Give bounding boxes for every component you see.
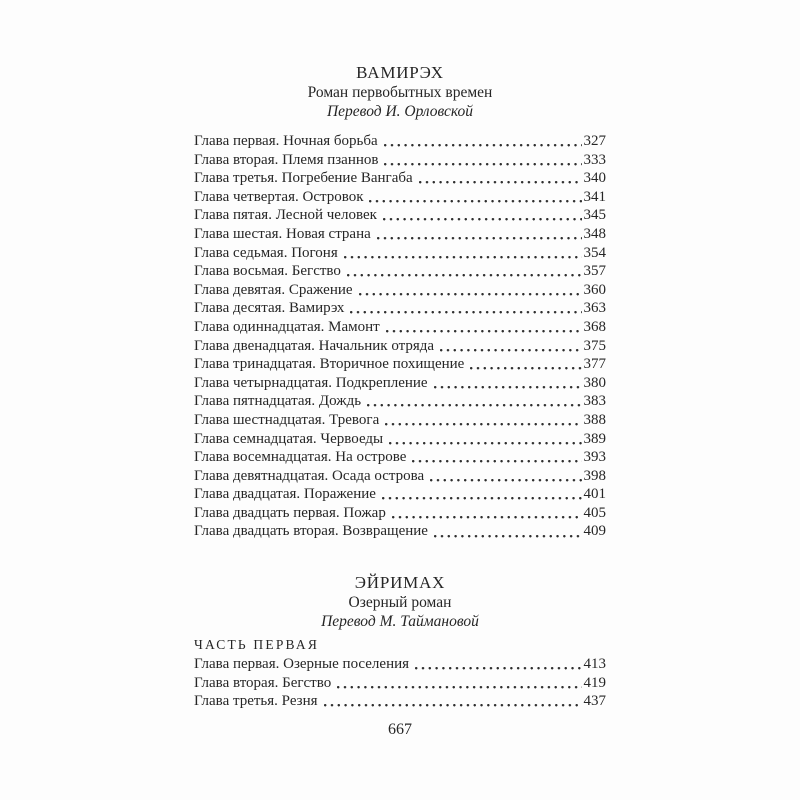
toc-row xyxy=(194,448,606,467)
toc-entry-label: Глава двадцать вторая. Возвращение xyxy=(194,523,428,540)
toc-entry-page: 405 xyxy=(583,504,606,521)
toc-entry-label: Глава тринадцатая. Вторичное похищение xyxy=(194,356,465,373)
toc-row xyxy=(194,188,606,207)
toc-row xyxy=(194,132,606,151)
toc-entry-page: 340 xyxy=(583,170,606,187)
toc-entry-label: Глава шестая. Новая страна xyxy=(194,225,371,242)
toc-entry-label: Глава двенадцатая. Начальник отряда xyxy=(194,337,435,354)
toc-section xyxy=(194,63,606,541)
toc-entry-page: 327 xyxy=(583,133,606,149)
dot-leader xyxy=(377,225,582,244)
toc-entry-label: Глава пятая. Лесной человек xyxy=(194,207,377,224)
toc-entry-page: 389 xyxy=(583,430,606,447)
dot-leader xyxy=(415,655,581,674)
toc-entry-page: 341 xyxy=(583,188,606,205)
dot-leader xyxy=(383,206,582,225)
dot-leader xyxy=(384,151,581,170)
toc-entry-label: Глава двадцатая. Поражение xyxy=(194,486,376,503)
toc-row xyxy=(194,392,606,411)
toc-entry-label: Глава шестнадцатая. Тревога xyxy=(194,411,380,428)
toc-entry-page: 383 xyxy=(583,393,606,410)
toc-entry-label: Глава восьмая. Бегство xyxy=(194,263,341,280)
toc-entry-label: Глава третья. Резня xyxy=(194,693,318,710)
toc-row xyxy=(194,151,606,170)
toc-entry-label: Глава десятая. Вамирэх xyxy=(194,300,345,317)
dot-leader xyxy=(369,188,581,207)
toc-row xyxy=(194,430,606,449)
toc-row xyxy=(194,337,606,356)
toc-row xyxy=(194,692,606,711)
dot-leader xyxy=(419,169,582,188)
section-translator: Перевод М. Таймановой xyxy=(321,613,479,631)
toc-row xyxy=(194,244,606,263)
toc-row xyxy=(194,467,606,486)
toc-entry-page: 380 xyxy=(583,374,606,391)
dot-leader xyxy=(385,411,581,430)
dot-leader xyxy=(344,244,582,263)
toc-entry-label: Глава вторая. Бегство xyxy=(194,674,332,691)
toc-entry-label: Глава девятая. Сражение xyxy=(194,281,353,298)
toc-entry-page: 375 xyxy=(583,337,606,354)
dot-leader xyxy=(384,132,582,151)
toc-entry-label: Глава двадцать первая. Пожар xyxy=(194,504,386,521)
toc-row xyxy=(194,674,606,693)
toc-sections xyxy=(194,63,606,711)
toc-entry-page: 419 xyxy=(583,674,606,691)
dot-leader xyxy=(359,281,582,300)
toc-row xyxy=(194,504,606,523)
toc-entry-page: 363 xyxy=(583,300,606,317)
toc-entry-page: 437 xyxy=(583,693,606,710)
toc-row xyxy=(194,206,606,225)
dot-leader xyxy=(367,392,581,411)
toc-row xyxy=(194,355,606,374)
toc-entry-page: 413 xyxy=(583,656,606,673)
dot-leader xyxy=(412,448,581,467)
page-folio: 667 xyxy=(388,720,412,738)
section-subtitle: Роман первобытных времен xyxy=(307,84,493,101)
dot-leader xyxy=(389,430,581,449)
toc-entry-label: Глава девятнадцатая. Осада острова xyxy=(194,467,425,484)
toc-entry-page: 357 xyxy=(583,263,606,280)
toc-row xyxy=(194,299,606,318)
section-title: ВАМИРЭХ xyxy=(356,63,444,82)
toc-row xyxy=(194,374,606,393)
toc-content xyxy=(194,0,606,739)
toc-entry-page: 377 xyxy=(583,356,606,373)
toc-entry-label: Глава семнадцатая. Червоеды xyxy=(194,430,384,447)
dot-leader xyxy=(470,355,581,374)
toc-entry-label: Глава первая. Озерные поселения xyxy=(194,656,410,673)
toc-entry-page: 409 xyxy=(583,523,606,540)
toc-row xyxy=(194,522,606,541)
toc-list xyxy=(194,655,606,711)
toc-row xyxy=(194,225,606,244)
section-translator: Перевод И. Орловской xyxy=(326,103,474,120)
toc-row xyxy=(194,318,606,337)
toc-row xyxy=(194,411,606,430)
toc-entry-label: Глава четвертая. Островок xyxy=(194,188,364,205)
dot-leader xyxy=(350,299,581,318)
dot-leader xyxy=(434,374,582,393)
toc-entry-page: 393 xyxy=(583,449,606,466)
dot-leader xyxy=(440,337,581,356)
toc-row xyxy=(194,281,606,300)
toc-entry-label: Глава восемнадцатая. На острове xyxy=(194,449,407,466)
toc-entry-page: 368 xyxy=(583,318,606,335)
toc-entry-page: 388 xyxy=(583,411,606,428)
toc-entry-page: 345 xyxy=(583,207,606,224)
toc-entry-label: Глава третья. Погребение Вангаба xyxy=(194,170,413,187)
toc-entry-page: 348 xyxy=(583,225,606,242)
toc-entry-page: 398 xyxy=(583,467,606,484)
toc-entry-label: Глава пятнадцатая. Дождь xyxy=(194,393,362,410)
toc-entry-label: Глава первая. Ночная борьба xyxy=(194,133,378,149)
dot-leader xyxy=(324,692,582,711)
dot-leader xyxy=(430,467,581,486)
toc-list xyxy=(194,132,606,541)
section-subtitle: Озерный роман xyxy=(348,594,452,612)
toc-entry-page: 333 xyxy=(583,151,606,168)
toc-entry-label: Глава седьмая. Погоня xyxy=(194,244,338,261)
toc-entry-page: 354 xyxy=(583,244,606,261)
toc-row xyxy=(194,485,606,504)
dot-leader xyxy=(337,674,581,693)
toc-entry-page: 401 xyxy=(583,486,606,503)
toc-entry-label: Глава одиннадцатая. Мамонт xyxy=(194,318,380,335)
toc-row xyxy=(194,655,606,674)
dot-leader xyxy=(434,522,582,541)
dot-leader xyxy=(392,504,582,523)
toc-entry-page: 360 xyxy=(583,281,606,298)
toc-section xyxy=(194,573,606,711)
section-title: ЭЙРИМАХ xyxy=(354,573,446,593)
toc-entry-label: Глава вторая. Племя пзаннов xyxy=(194,151,379,168)
dot-leader xyxy=(382,485,582,504)
dot-leader xyxy=(386,318,582,337)
part-heading: ЧАСТЬ ПЕРВАЯ xyxy=(194,637,320,653)
toc-entry-label: Глава четырнадцатая. Подкрепление xyxy=(194,374,428,391)
dot-leader xyxy=(347,262,582,281)
toc-row xyxy=(194,169,606,188)
toc-row xyxy=(194,262,606,281)
